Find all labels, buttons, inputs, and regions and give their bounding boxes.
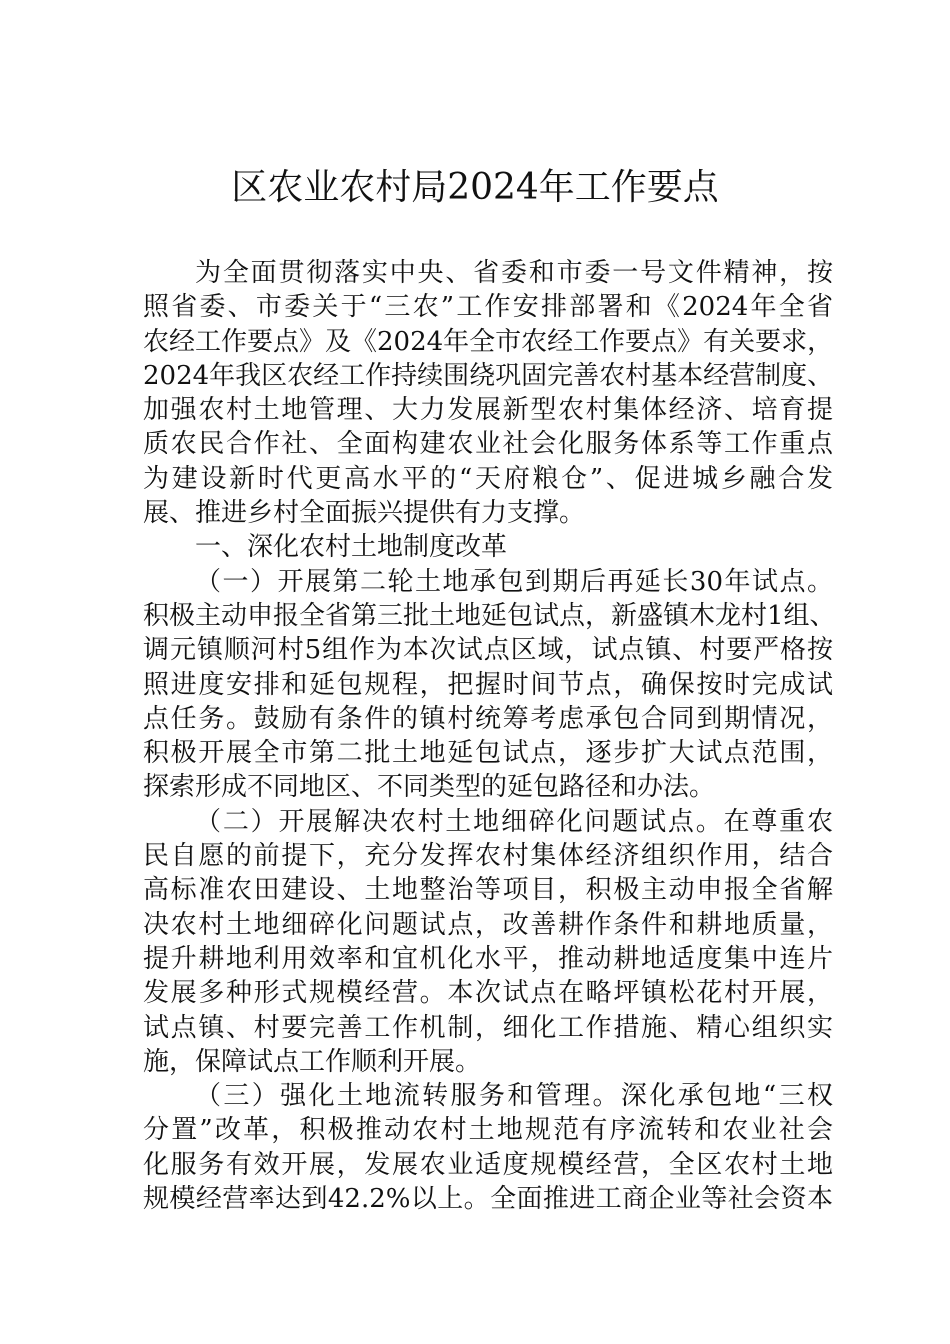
text-line: 2024年我区农经工作持续围绕巩固完善农村基本经营制度、 (143, 360, 834, 391)
text-line: 规模经营率达到42.2%以上。全面推进工商企业等社会资本 (143, 1184, 833, 1215)
text-line: 积极主动申报全省第三批土地延包试点，新盛镇木龙村1组、 (143, 600, 836, 631)
text-line: 为建设新时代更高水平的“天府粮仓”、促进城乡融合发 (143, 463, 833, 494)
text-line: 分置”改革，积极推动农村土地规范有序流转和农业社会 (143, 1115, 833, 1146)
text-line: 民自愿的前提下，充分发挥农村集体经济组织作用，结合 (143, 841, 833, 872)
text-line: 调元镇顺河村5组作为本次试点区域，试点镇、村要严格按 (143, 635, 833, 666)
text-line: 高标准农田建设、土地整治等项目，积极主动申报全省解 (143, 875, 833, 906)
text-line: （一）开展第二轮土地承包到期后再延长30年试点。 (195, 566, 833, 597)
text-line: 照进度安排和延包规程，把握时间节点，确保按时完成试 (143, 669, 833, 700)
text-line: 质农民合作社、全面构建农业社会化服务体系等工作重点 (143, 429, 833, 460)
text-line: 提升耕地利用效率和宜机化水平，推动耕地适度集中连片 (143, 943, 833, 974)
document-body (143, 256, 836, 1216)
text-line: 积极开展全市第二批土地延包试点，逐步扩大试点范围， (143, 738, 833, 769)
text-line: 决农村土地细碎化问题试点，改善耕作条件和耕地质量， (143, 909, 833, 940)
text-line: （三）强化土地流转服务和管理。深化承包地“三权 (195, 1081, 833, 1112)
text-line: 一、深化农村土地制度改革 (195, 532, 508, 563)
text-line: 点任务。鼓励有条件的镇村统筹考虑承包合同到期情况， (143, 703, 833, 734)
document-title: 区农业农村局2024年工作要点 (231, 167, 719, 208)
text-line: 展、推进乡村全面振兴提供有力支撑。 (143, 498, 586, 529)
text-line: 为全面贯彻落实中央、省委和市委一号文件精神，按 (195, 258, 833, 288)
text-line: 化服务有效开展，发展农业适度规模经营，全区农村土地 (143, 1149, 833, 1180)
text-line: 施，保障试点工作顺利开展。 (143, 1046, 482, 1077)
text-line: 照省委、市委关于“三农”工作安排部署和《2024年全省 (143, 292, 833, 323)
text-line: 农经工作要点》及《2024年全市农经工作要点》有关要求， (143, 326, 834, 357)
text-line: 加强农村土地管理、大力发展新型农村集体经济、培育提 (143, 395, 833, 426)
text-line: 探索形成不同地区、不同类型的延包路径和办法。 (143, 772, 716, 803)
text-line: 发展多种形式规模经营。本次试点在略坪镇松花村开展， (143, 978, 833, 1009)
text-line: 试点镇、村要完善工作机制，细化工作措施、精心组织实 (143, 1012, 833, 1043)
text-line: （二）开展解决农村土地细碎化问题试点。在尊重农 (195, 806, 833, 837)
